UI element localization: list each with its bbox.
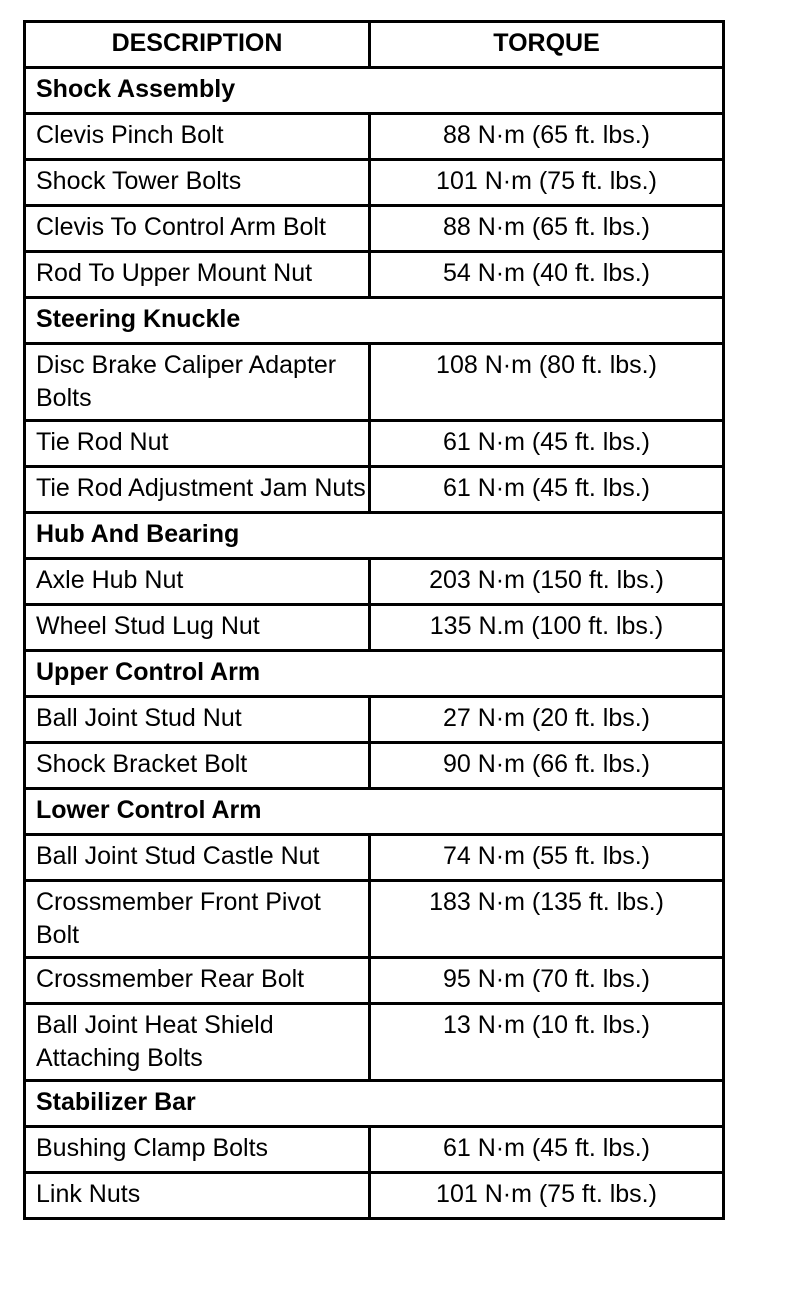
description-cell: Rod To Upper Mount Nut <box>25 252 370 298</box>
description-cell: Ball Joint Stud Nut <box>25 697 370 743</box>
description-cell: Crossmember Rear Bolt <box>25 958 370 1004</box>
section-title: Stabilizer Bar <box>25 1081 724 1127</box>
torque-cell: 88 N·m (65 ft. lbs.) <box>370 114 724 160</box>
torque-cell: 101 N·m (75 ft. lbs.) <box>370 160 724 206</box>
table-row <box>25 697 724 743</box>
table-row <box>25 206 724 252</box>
torque-cell: 27 N·m (20 ft. lbs.) <box>370 697 724 743</box>
section-title: Shock Assembly <box>25 68 724 114</box>
torque-cell: 183 N·m (135 ft. lbs.) <box>370 881 724 958</box>
torque-cell: 101 N·m (75 ft. lbs.) <box>370 1173 724 1219</box>
torque-cell: 61 N·m (45 ft. lbs.) <box>370 421 724 467</box>
description-cell: Link Nuts <box>25 1173 370 1219</box>
description-cell: Ball Joint Stud Castle Nut <box>25 835 370 881</box>
torque-cell: 61 N·m (45 ft. lbs.) <box>370 467 724 513</box>
section-row <box>25 789 724 835</box>
description-column-header: DESCRIPTION <box>25 22 370 68</box>
table-row <box>25 344 724 421</box>
table-row <box>25 1004 724 1081</box>
description-cell: Tie Rod Nut <box>25 421 370 467</box>
torque-cell: 108 N·m (80 ft. lbs.) <box>370 344 724 421</box>
section-title: Lower Control Arm <box>25 789 724 835</box>
table-row <box>25 605 724 651</box>
description-cell: Shock Tower Bolts <box>25 160 370 206</box>
section-row <box>25 298 724 344</box>
section-title: Upper Control Arm <box>25 651 724 697</box>
description-cell: Crossmember Front Pivot Bolt <box>25 881 370 958</box>
description-cell: Ball Joint Heat Shield Attaching Bolts <box>25 1004 370 1081</box>
description-cell: Shock Bracket Bolt <box>25 743 370 789</box>
section-title: Hub And Bearing <box>25 513 724 559</box>
table-row <box>25 1127 724 1173</box>
section-row <box>25 1081 724 1127</box>
torque-cell: 203 N·m (150 ft. lbs.) <box>370 559 724 605</box>
description-cell: Wheel Stud Lug Nut <box>25 605 370 651</box>
table-row <box>25 835 724 881</box>
section-row <box>25 68 724 114</box>
table-row <box>25 881 724 958</box>
section-title: Steering Knuckle <box>25 298 724 344</box>
torque-cell: 135 N.m (100 ft. lbs.) <box>370 605 724 651</box>
description-cell: Tie Rod Adjustment Jam Nuts <box>25 467 370 513</box>
table-body <box>25 68 724 1219</box>
torque-cell: 88 N·m (65 ft. lbs.) <box>370 206 724 252</box>
torque-cell: 74 N·m (55 ft. lbs.) <box>370 835 724 881</box>
torque-cell: 95 N·m (70 ft. lbs.) <box>370 958 724 1004</box>
description-cell: Clevis To Control Arm Bolt <box>25 206 370 252</box>
torque-column-header: TORQUE <box>370 22 724 68</box>
description-cell: Bushing Clamp Bolts <box>25 1127 370 1173</box>
table-row <box>25 114 724 160</box>
table-row <box>25 252 724 298</box>
description-cell: Disc Brake Caliper Adapter Bolts <box>25 344 370 421</box>
torque-cell: 13 N·m (10 ft. lbs.) <box>370 1004 724 1081</box>
table-row <box>25 1173 724 1219</box>
table-row <box>25 958 724 1004</box>
section-row <box>25 513 724 559</box>
torque-cell: 90 N·m (66 ft. lbs.) <box>370 743 724 789</box>
table-row <box>25 421 724 467</box>
table-row <box>25 467 724 513</box>
table-row <box>25 160 724 206</box>
section-row <box>25 651 724 697</box>
description-cell: Axle Hub Nut <box>25 559 370 605</box>
torque-specification-table <box>23 20 725 1220</box>
header-row <box>25 22 724 68</box>
table-row <box>25 559 724 605</box>
table-row <box>25 743 724 789</box>
torque-cell: 54 N·m (40 ft. lbs.) <box>370 252 724 298</box>
description-cell: Clevis Pinch Bolt <box>25 114 370 160</box>
torque-cell: 61 N·m (45 ft. lbs.) <box>370 1127 724 1173</box>
